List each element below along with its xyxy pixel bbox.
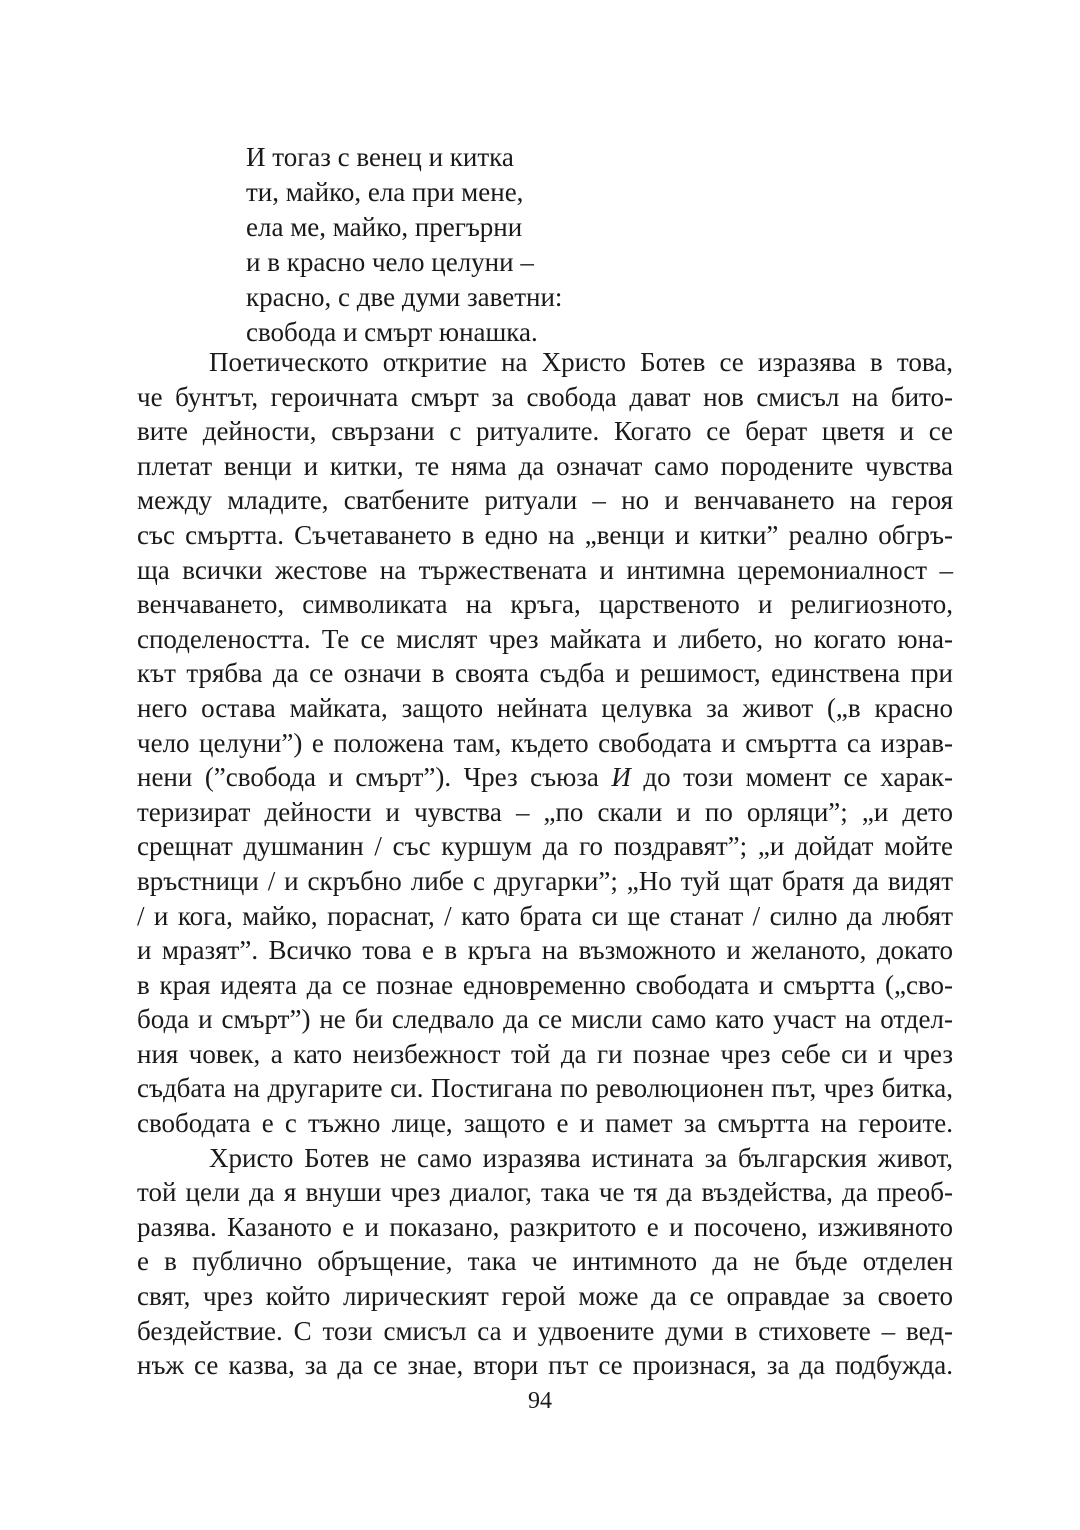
text-line: бездействие. С този смисъл са и удвоените думи в стиховете – вед- <box>137 1315 953 1346</box>
text-line: ния човек, а като неизбежност той да ги познае чрез себе си и чрез <box>137 1038 953 1069</box>
text-line: / и кога, майко, пораснат, / като брата си ще станат / силно да любят <box>137 900 953 931</box>
text-line: ща всички жестове на тържествената и интимна церемониалност – <box>137 554 953 585</box>
text-line: кът трябва да се означи в своята съдба и решимост, единствена при <box>137 658 953 689</box>
text-line: свободата е с тъжно лице, защото е и памет за смъртта на героите. <box>137 1108 953 1139</box>
poem-stanza <box>246 140 562 350</box>
text-segment: до този момент се харак- <box>630 762 953 793</box>
text-line: Христо Ботев не само изразява истината за българския живот, <box>209 1142 953 1173</box>
poem-line: И тогаз с венец и китка <box>246 142 514 172</box>
poem-line: ела ме, майко, прегърни <box>246 212 523 242</box>
text-line: в края идеята да се познае едновременно свободата и смъртта („сво- <box>137 969 953 1000</box>
text-line: връстници / и скръбно либе с другарки”; „Но туй щат братя да видят <box>137 865 953 896</box>
text-line: е в публично обръщение, така че интимното да не бъде отделен <box>137 1246 953 1277</box>
paragraph-1 <box>137 345 953 1141</box>
text-line: вите дейности, свързани с ритуалите. Когато се берат цветя и се <box>137 416 953 447</box>
italic-conjunction: И <box>611 762 631 793</box>
paragraph-2 <box>137 1141 953 1383</box>
poem-line: красно, с две думи заветни: <box>246 282 563 312</box>
text-line: със смъртта. Съчетаването в едно на „венци и китки” реално обгръ- <box>137 519 953 550</box>
text-line: между младите, сватбените ритуали – но и венчаването на героя <box>137 485 953 516</box>
poem-line: ти, майко, ела при мене, <box>246 177 524 207</box>
text-line: той цели да я внуши чрез диалог, така че тя да въздейства, да преоб- <box>137 1177 953 1208</box>
text-line: съдбата на другарите си. Постигана по революционен път, чрез битка, <box>137 1073 953 1104</box>
poem-line: и в красно чело целуни – <box>246 247 534 277</box>
text-line: че бунтът, героичната смърт за свобода дават нов смисъл на бито- <box>137 381 953 412</box>
text-line: него остава майката, защото нейната целувка за живот („в красно <box>137 692 953 723</box>
text-line: свят, чрез който лирическият герой може да се оправдае за своето <box>137 1281 953 1312</box>
text-line: срещнат душманин / със куршум да го поздравят”; „и дойдат мойте <box>137 831 953 862</box>
body-text <box>137 345 953 1383</box>
text-segment: нени (”свобода и смърт”). Чрез съюза <box>137 762 612 793</box>
text-line: Поетическото откритие на Христо Ботев се изразява в това, <box>209 347 953 377</box>
text-line: и мразят”. Всичко това е в кръга на възможното и желаното, докато <box>137 935 953 966</box>
text-line: чело целуни”) е положена там, където свободата и смъртта са израв- <box>137 727 953 758</box>
text-line: бода и смърт”) не би следвало да се мисли само като участ на отдел- <box>137 1004 953 1035</box>
text-line: разява. Казаното е и показано, разкритото е и посочено, изживяното <box>137 1211 953 1242</box>
text-line: нъж се казва, за да се знае, втори път се произнася, за да подбужда. <box>137 1350 953 1381</box>
text-line: венчаването, символиката на кръга, царственото и религиозното, <box>137 589 953 620</box>
poem-line: свобода и смърт юнашка. <box>246 317 538 347</box>
text-line: плетат венци и китки, те няма да означат само породените чувства <box>137 450 953 481</box>
text-line: теризират дейности и чувства – „по скали и по орляци”; „и дето <box>137 796 953 827</box>
text-line: споделеността. Те се мислят чрез майката и либето, но когато юна- <box>137 623 953 654</box>
text-line-with-italic <box>137 760 953 795</box>
page-number: 94 <box>528 1388 552 1414</box>
